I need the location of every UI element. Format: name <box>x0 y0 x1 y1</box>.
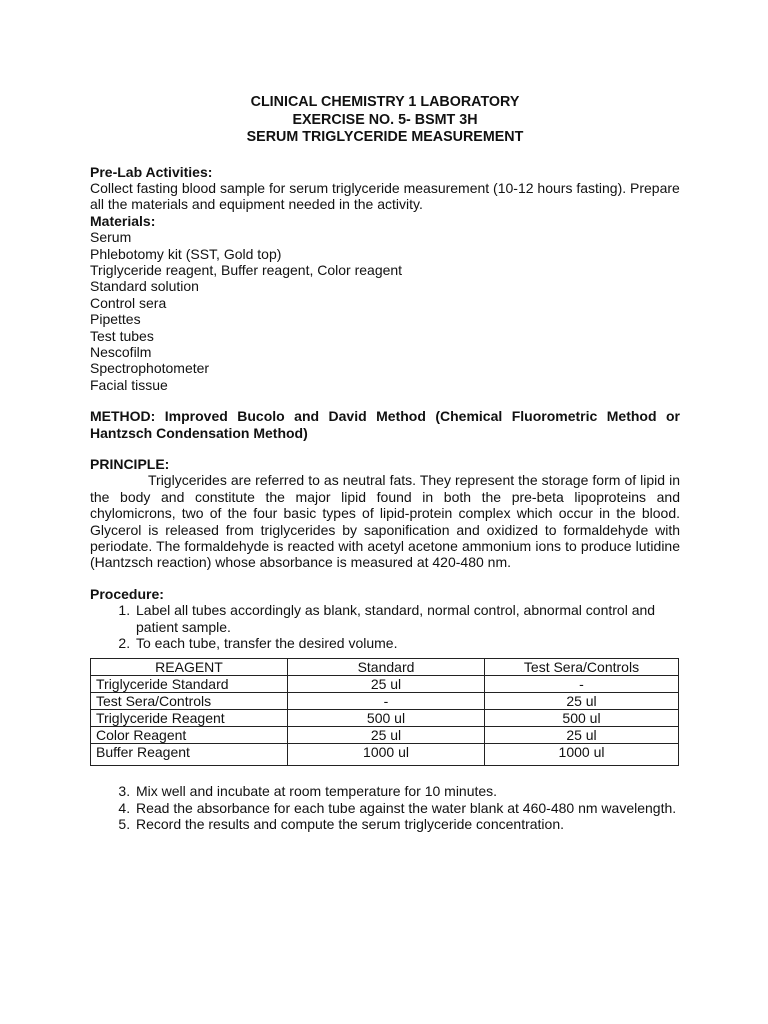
list-item: Triglyceride reagent, Buffer reagent, Color reagent <box>90 261 403 278</box>
list-item: Spectrophotometer <box>90 360 210 377</box>
table-cell: 25 ul <box>288 676 485 693</box>
table-row <box>91 710 679 727</box>
list-item: Standard solution <box>90 278 199 295</box>
table-cell: - <box>288 693 485 710</box>
list-item: Facial tissue <box>90 376 168 393</box>
title-topic: SERUM TRIGLYCERIDE MEASUREMENT <box>246 129 524 145</box>
table-cell: Triglyceride Reagent <box>91 710 288 727</box>
column-header-standard: Standard <box>288 659 485 676</box>
table-row <box>91 676 679 693</box>
method-statement: METHOD: Improved Bucolo and David Method (Chemical Fluorometric Method or Hantzsch Condensation Method) <box>90 408 680 441</box>
list-item: Test tubes <box>90 327 154 344</box>
materials-list <box>90 229 680 393</box>
table-cell: Color Reagent <box>91 727 288 744</box>
principle-text: Triglycerides are referred to as neutral fats. They represent the storage form of lipid in the body and constitute the major lipid found in both the pre-beta lipoproteins and chylomicrons, two of the four basic types of lipid-protein complex which occur in the blood. Glycerol is released from triglycerides by saponification and oxidized to formaldehyde with periodate. The formaldehyde is reacted with acetyl acetone ammonium ions to produce lutidine (Hantzsch reaction) whose absorbance is measured at 420-480 nm. <box>90 472 680 571</box>
table-cell: 500 ul <box>288 710 485 727</box>
title-exercise: EXERCISE NO. 5- BSMT 3H <box>292 111 478 128</box>
prelab-heading: Pre-Lab Activities: <box>90 163 213 180</box>
column-header-reagent: REAGENT <box>91 659 288 676</box>
title-course: CLINICAL CHEMISTRY 1 LABORATORY <box>250 94 520 110</box>
materials-heading: Materials: <box>90 212 156 229</box>
table-row <box>91 693 679 710</box>
list-item: Control sera <box>90 294 167 311</box>
list-item: Pipettes <box>90 311 141 328</box>
table-cell: 500 ul <box>485 710 679 727</box>
reagent-table <box>90 658 679 766</box>
procedure-step: 3. Mix well and incubate at room temperature for 10 minutes. <box>134 783 680 799</box>
document-title <box>90 94 680 147</box>
list-item: Phlebotomy kit (SST, Gold top) <box>90 245 282 262</box>
procedure-step: 1. Label all tubes accordingly as blank, standard, normal control, abnormal control and patient sample. <box>134 602 680 635</box>
table-cell: Buffer Reagent <box>91 744 288 766</box>
table-cell: Test Sera/Controls <box>91 693 288 710</box>
procedure-step: 2. To each tube, transfer the desired volume. <box>134 635 680 651</box>
principle-heading: PRINCIPLE: <box>90 456 170 472</box>
table-cell: 25 ul <box>288 727 485 744</box>
procedure-steps-part1 <box>90 602 680 651</box>
table-cell: - <box>485 676 679 693</box>
document-page <box>90 94 680 833</box>
procedure-steps-part2 <box>90 783 680 832</box>
table-header-row <box>91 659 679 676</box>
prelab-text: Collect fasting blood sample for serum triglyceride measurement (10-12 hours fasting). Prepare all the materials and equipment needed in the activity. <box>90 179 680 213</box>
column-header-test-sera: Test Sera/Controls <box>485 659 679 676</box>
procedure-step: 5. Record the results and compute the serum triglyceride concentration. <box>134 816 680 832</box>
table-cell: 25 ul <box>485 693 679 710</box>
table-cell: 25 ul <box>485 727 679 744</box>
table-row <box>91 727 679 744</box>
list-item: Nescofilm <box>90 343 152 360</box>
table-cell: 1000 ul <box>485 744 679 766</box>
table-cell: Triglyceride Standard <box>91 676 288 693</box>
list-item: Serum <box>90 229 132 246</box>
table-row <box>91 744 679 766</box>
procedure-step: 4. Read the absorbance for each tube against the water blank at 460-480 nm wavelength. <box>134 800 680 816</box>
table-cell: 1000 ul <box>288 744 485 766</box>
procedure-heading: Procedure: <box>90 585 164 602</box>
